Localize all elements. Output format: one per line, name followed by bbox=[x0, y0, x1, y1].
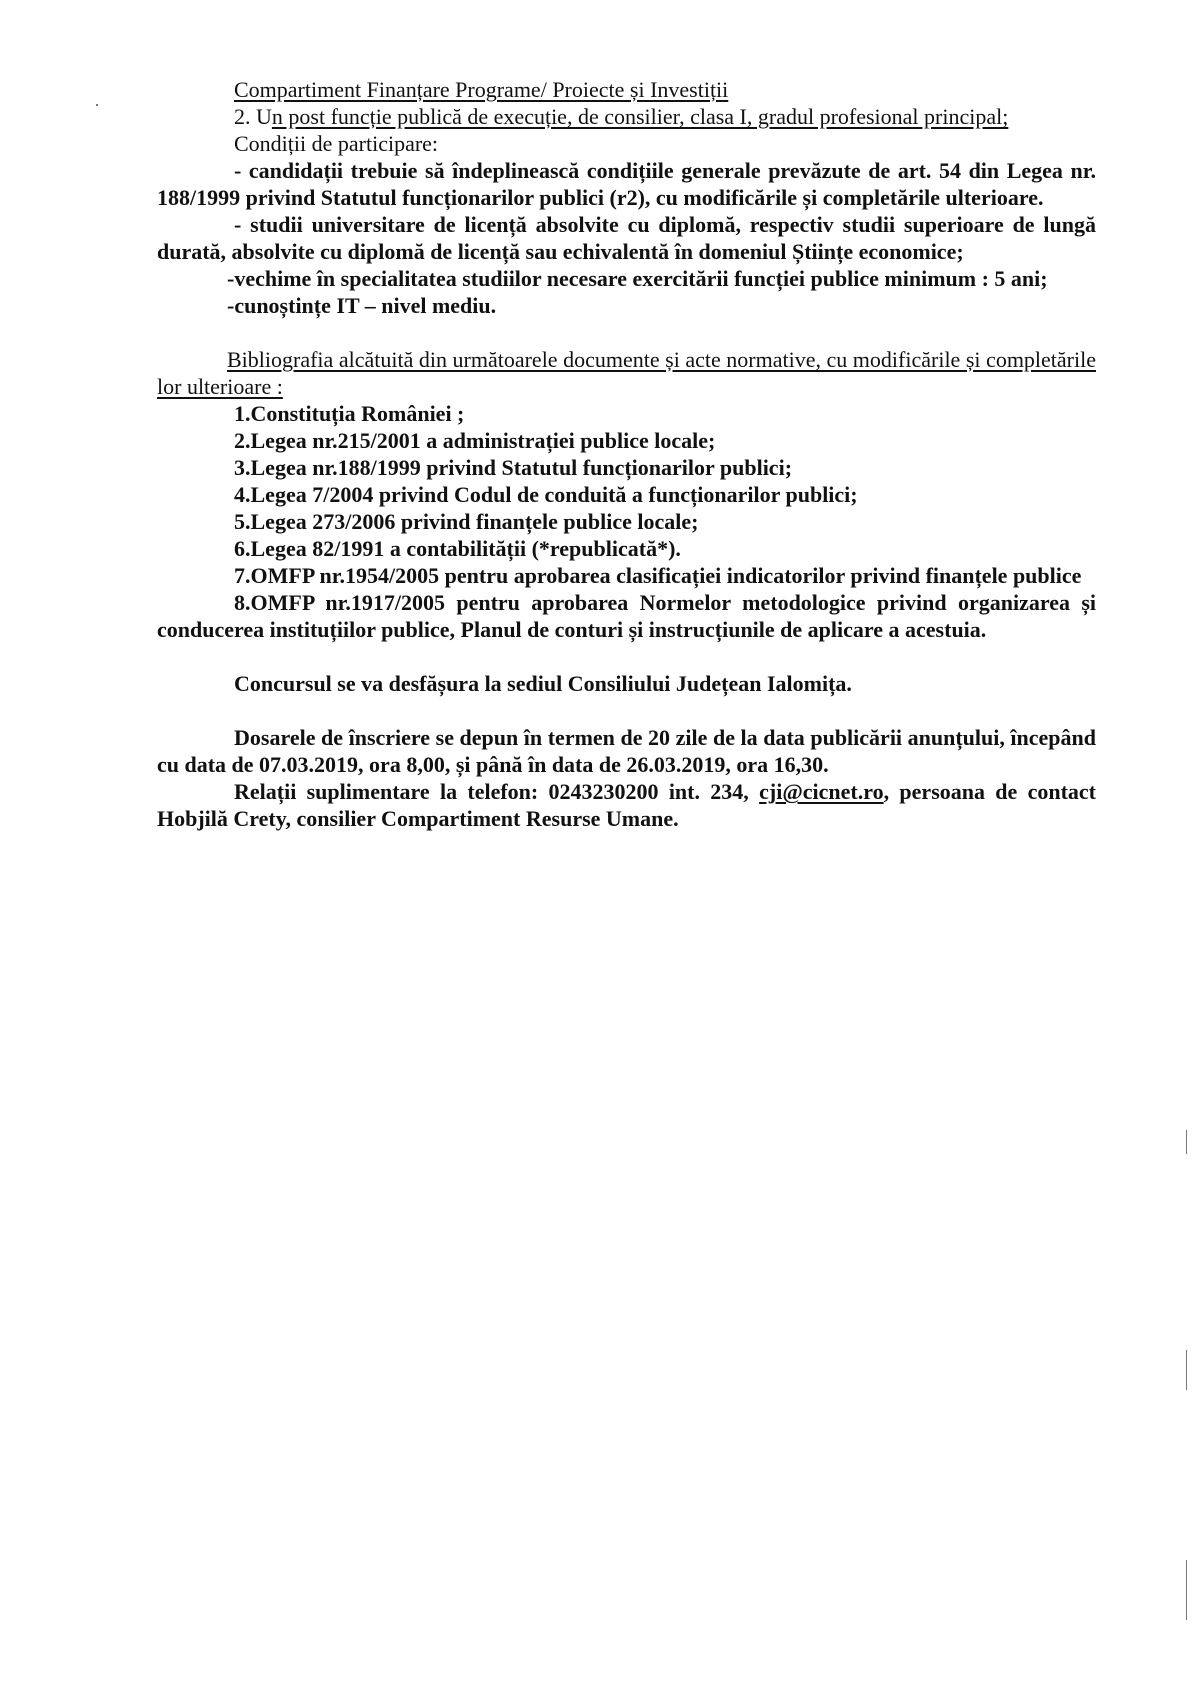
contact-statement bbox=[157, 778, 1096, 832]
condition-item: - candidații trebuie să îndeplinească condițiile generale prevăzute de art. 54 din Legea nr. 188/1999 privind Statutul funcționarilor publici (r2), cu modificările și completările ulterioare. bbox=[157, 158, 1096, 210]
bibliography-item: 5.Legea 273/2006 privind finanțele publice locale; bbox=[234, 509, 699, 534]
contact-suffix: , persoana de contact Hobjilă Crety, consilier Compartiment Resurse Umane. bbox=[157, 779, 1097, 831]
document-body bbox=[157, 76, 1096, 832]
spacer bbox=[157, 643, 1096, 670]
section-heading: Compartiment Finanțare Programe/ Proiecte și Investiții bbox=[234, 77, 729, 102]
bibliography-item: 7.OMFP nr.1954/2005 pentru aprobarea clasificației indicatorilor privind finanțele publice bbox=[234, 563, 1082, 588]
condition-item: - studii universitare de licență absolvite cu diplomă, respectiv studii superioare de lungă durată, absolvite cu diplomă de licență sau echivalentă în domeniul Științe economice; bbox=[157, 212, 1096, 264]
condition-item: -vechime în specialitatea studiilor necesare exercitării funcției publice minimum : 5 ani; bbox=[227, 266, 1048, 291]
scan-speck bbox=[1186, 1560, 1187, 1620]
bibliography-title: Bibliografia alcătuită din următoarele documente și acte normative, cu modificările și completările lor ulterioare : bbox=[157, 347, 1096, 399]
post-description bbox=[157, 103, 1096, 130]
bibliography-item: 6.Legea 82/1991 a contabilității (*republicată*). bbox=[234, 536, 681, 561]
bibliography-item: 2.Legea nr.215/2001 a administrației publice locale; bbox=[234, 428, 716, 453]
post-title: n post funcție publică de execuție, de consilier, clasa I, gradul profesional principal; bbox=[271, 104, 1009, 129]
bibliography-item: 4.Legea 7/2004 privind Codul de conduită a funcționarilor publici; bbox=[234, 482, 858, 507]
venue-statement: Concursul se va desfășura la sediul Consiliului Județean Ialomița. bbox=[234, 671, 852, 696]
deadline-statement: Dosarele de înscriere se depun în termen de 20 zile de la data publicării anunțului, începând cu data de 07.03.2019, ora 8,00, și până în data de 26.03.2019, ora 16,30. bbox=[157, 725, 1096, 777]
spacer bbox=[157, 697, 1096, 724]
bibliography-item: 1.Constituția României ; bbox=[234, 401, 465, 426]
bibliography-item: 3.Legea nr.188/1999 privind Statutul funcționarilor publici; bbox=[234, 455, 793, 480]
post-number: 2. U bbox=[234, 104, 272, 129]
spacer bbox=[157, 319, 1096, 346]
scan-speck bbox=[1186, 1350, 1187, 1390]
bibliography-item: 8.OMFP nr.1917/2005 pentru aprobarea Normelor metodologice privind organizarea și conducerea instituțiilor publice, Planul de conturi și instrucțiunile de aplicare a acestuia. bbox=[157, 590, 1096, 642]
scan-speck bbox=[1186, 1130, 1187, 1154]
conditions-title: Condiții de participare: bbox=[234, 131, 439, 156]
condition-item: -cunoștințe IT – nivel mediu. bbox=[227, 293, 497, 318]
contact-prefix: Relații suplimentare la telefon: 0243230200 int. 234, bbox=[234, 779, 760, 804]
contact-email-link[interactable]: cji@cicnet.ro bbox=[759, 779, 884, 804]
scan-speck bbox=[96, 104, 98, 106]
